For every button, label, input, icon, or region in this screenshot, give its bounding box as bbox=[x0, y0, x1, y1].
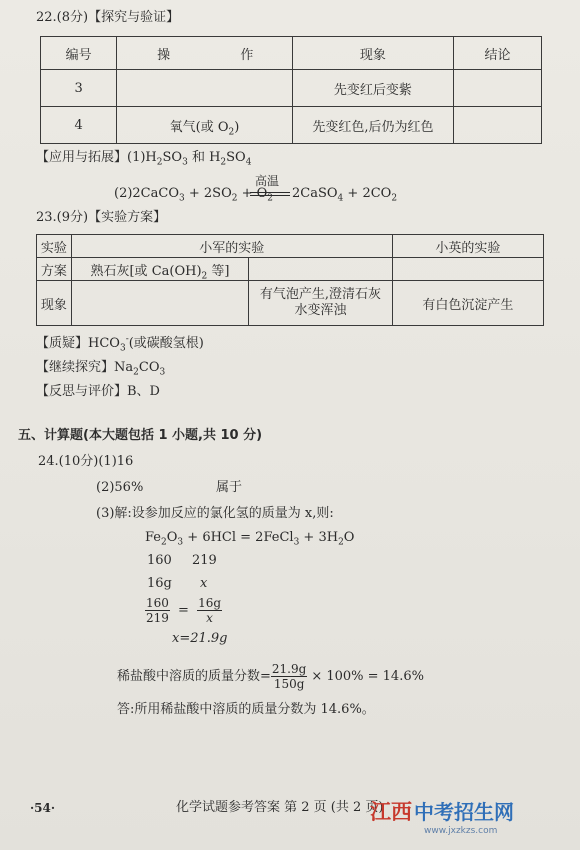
q24-result: x=21.9g bbox=[172, 631, 228, 646]
q22-table bbox=[40, 36, 542, 144]
q23-phen-b: 有白色沉淀产生 bbox=[392, 281, 543, 326]
q23-label-plan: 方案 bbox=[37, 258, 72, 281]
watermark-logo-b: 中考招生网 bbox=[414, 800, 514, 824]
q24-given2: x bbox=[200, 576, 208, 591]
q22-row3-num: 3 bbox=[41, 70, 117, 107]
q22-row3-concl bbox=[453, 70, 541, 107]
q23-col-a: 小军的实验 bbox=[71, 235, 392, 258]
q22-heading: 22.(8分)【探究与验证】 bbox=[36, 10, 180, 25]
q22-col-phen: 现象 bbox=[292, 37, 453, 70]
footer-title: 化学试题参考答案 第 2 页 (共 2 页) bbox=[176, 800, 384, 815]
q24-proportion: $\frac{160}{219}$ = $\frac{16g}{x}$ bbox=[146, 596, 222, 625]
table-row bbox=[41, 70, 542, 107]
q23-label-experiment: 实验 bbox=[37, 235, 72, 258]
q24-equation: $Fe_2O_3 + 6HCl$ = 2FeCl$_3$ + $3H_2O$ bbox=[145, 530, 355, 548]
q22-equation: (2)2CaCO$_3$ + $2SO_2 + O_2$ bbox=[114, 186, 274, 204]
q24-line3: (3)解:设参加反应的氯化氢的质量为 x,则: bbox=[96, 506, 334, 521]
q22-row4-op: 氧气(或 $O_2$) bbox=[117, 107, 293, 144]
q22-row4-phen: 先变红色,后仍为红色 bbox=[292, 107, 453, 144]
q23-plan-a: 熟石灰[或 $Ca(OH)_2$ 等] bbox=[71, 258, 249, 281]
q24-line2a: (2)56% bbox=[96, 480, 144, 495]
q24-answer: 答:所用稀盐酸中溶质的质量分数为 14.6%。 bbox=[117, 702, 375, 717]
q24-mass2: 219 bbox=[192, 553, 217, 568]
q22-equation-right: 2CaSO$_4$ + $2CO_2$ bbox=[292, 186, 398, 204]
q23-plan-a-extra bbox=[249, 258, 392, 281]
q22-condition: 高温 bbox=[255, 174, 280, 188]
section5-heading: 五、计算题(本大题包括 1 小题,共 10 分) bbox=[18, 428, 263, 443]
q24-given1: 16g bbox=[147, 576, 172, 591]
q24-line2b: 属于 bbox=[216, 480, 243, 495]
watermark-url: www.jxzkzs.com bbox=[424, 826, 498, 836]
q22-row3-phen: 先变红后变紫 bbox=[292, 70, 453, 107]
q22-row3-op bbox=[117, 70, 293, 107]
q22-col-num: 编号 bbox=[41, 37, 117, 70]
table-row bbox=[41, 107, 542, 144]
q24-line1: 24.(10分)(1)16 bbox=[38, 454, 134, 469]
q23-label-phenomenon: 现象 bbox=[37, 281, 72, 326]
q23-doubt: 【质疑】$HCO_3^-$(或碳酸氢根) bbox=[36, 334, 204, 354]
watermark-logo-a: 江西 bbox=[370, 800, 412, 824]
q23-col-b: 小英的实验 bbox=[392, 235, 543, 258]
q24-mass-fraction: 稀盐酸中溶质的质量分数= $\frac{21.9g}{150g}$ × 100% = 14.6% bbox=[117, 662, 424, 691]
q22-col-op: 操 作 bbox=[117, 37, 293, 70]
q23-phen-a-empty bbox=[71, 281, 249, 326]
q23-phen-a: 有气泡产生,澄清石灰 水变浑浊 bbox=[249, 281, 392, 326]
q24-mass1: 160 bbox=[147, 553, 172, 568]
q22-application: 【应用与拓展】$(1)H_2SO_3$ 和 $H_2SO_4$ bbox=[36, 150, 252, 168]
q23-reflect: 【反思与评价】B、D bbox=[36, 384, 160, 399]
q22-row4-concl bbox=[453, 107, 541, 144]
page-number: ·54· bbox=[30, 801, 56, 815]
q23-heading: 23.(9分)【实验方案】 bbox=[36, 210, 167, 225]
q22-row4-num: 4 bbox=[41, 107, 117, 144]
q22-col-concl: 结论 bbox=[453, 37, 541, 70]
q23-plan-b bbox=[392, 258, 543, 281]
q23-table bbox=[36, 234, 544, 326]
equation-double-bar bbox=[250, 192, 290, 196]
q23-further: 【继续探究】$Na_2CO_3$ bbox=[36, 360, 166, 378]
